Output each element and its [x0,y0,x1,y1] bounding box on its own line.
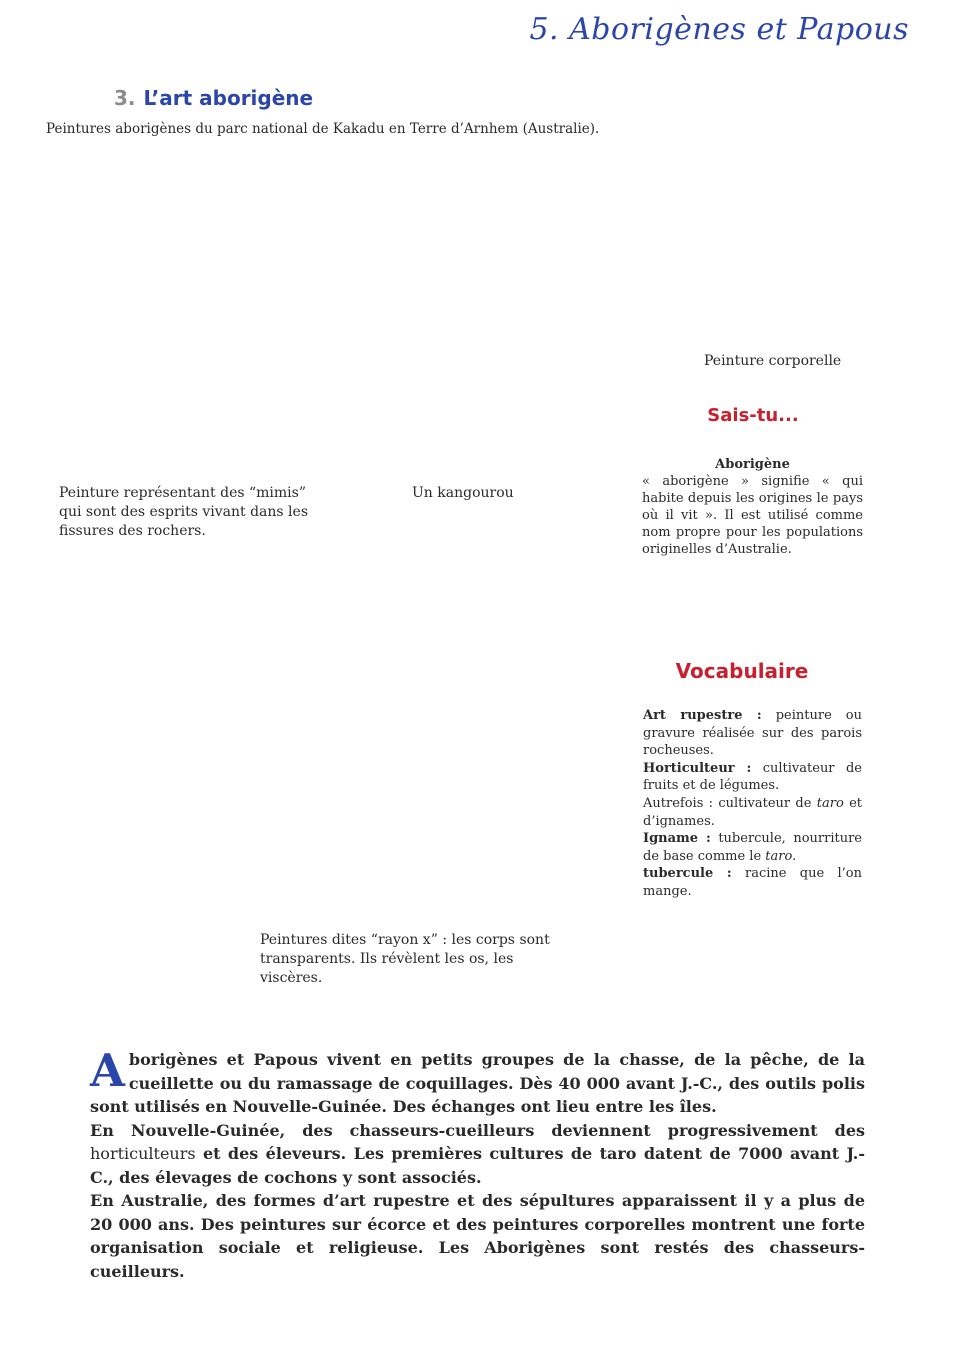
vocab-italic-taro: taro [816,795,844,811]
vocab-entry-art-rupestre [643,707,862,760]
main-paragraph-1 [90,1044,865,1119]
main-paragraph-1-text: borigènes et Papous vivent en petits groupes de la chasse, de la pêche, de la cueillette ou du ramassage de coquillages. Dès 40 000 avant J.-C., des outils polis sont utilisés en Nouvelle-Guinée. Des échanges ont lieu entre les îles. [90,1050,865,1116]
sais-tu-box [642,456,863,558]
drop-cap: A [90,1044,125,1097]
vocab-term: tubercule : [643,866,732,882]
vocab-entry-horticulteur [643,760,862,795]
main-text [90,1044,866,1283]
intro-caption: Peintures aborigènes du parc national de Kakadu en Terre d’Arnhem (Australie). [46,121,600,137]
caption-kangourou: Un kangourou [412,485,514,501]
vocab-italic-taro: taro. [765,848,797,864]
vocab-definition: tubercule, nourriture de base comme le [643,831,862,864]
vocab-definition: et d’ignames. [643,795,863,829]
caption-rayon-x: Peintures dites “rayon x” : les corps sont transparents. Ils révèlent les os, les viscères. [260,932,550,986]
vocabulaire-title: Vocabulaire [675,659,809,683]
caption-peinture-corporelle: Peinture corporelle [704,353,842,369]
vocab-term: Art rupestre : [643,708,762,723]
main-paragraph-3: En Australie, des formes d’art rupestre et des sépultures apparaissent il y a plus de 20 000 ans. Des peintures sur écorce et des peintures corporelles montrent une forte organisation sociale et religieuse. Les Aborigènes sont restés des chasseurs-cueilleurs. [90,1191,865,1281]
section-title: L’art aborigène [143,86,314,110]
section-number: 3. [114,86,136,110]
sais-tu-text: « aborigène » signifie « qui habite depuis les origines le pays où il vit ». Il est utilisé comme nom propre pour les populations originelles d’Australie. [642,474,863,557]
sais-tu-term: Aborigène [715,457,790,472]
chapter-title: 5. Aborigènes et Papous [529,12,909,47]
keyword-horticulteurs: horticulteurs [90,1144,196,1163]
main-paragraph-2-rest: et des éleveurs. Les premières cultures de taro datent de 7000 avant J.-C., des élevages de cochons y sont associés. [90,1144,866,1187]
vocab-term: Igname : [643,831,711,847]
vocab-entry-igname [643,830,862,865]
vocab-term: Horticulteur : [643,760,752,776]
caption-mimis: Peinture représentant des “mimis” qui sont des esprits vivant dans les fissures des rochers. [59,485,308,539]
section-heading [114,86,313,110]
main-paragraph-2 [90,1119,865,1190]
vocab-definition: Autrefois : cultivateur de [643,795,812,811]
vocab-entry-tubercule [643,865,862,900]
vocabulaire-box [643,707,862,901]
main-paragraph-2-text: En Nouvelle-Guinée, des chasseurs-cueilleurs deviennent progressivement des [90,1120,865,1140]
sais-tu-title: Sais-tu... [707,405,799,426]
vocab-definition: racine que l’on mange. [643,866,862,899]
vocab-definition: cultivateur de fruits et de légumes. [643,760,862,794]
vocab-entry-autrefois [643,795,862,830]
vocab-definition: peinture ou gravure réalisée sur des parois rocheuses. [643,708,862,759]
